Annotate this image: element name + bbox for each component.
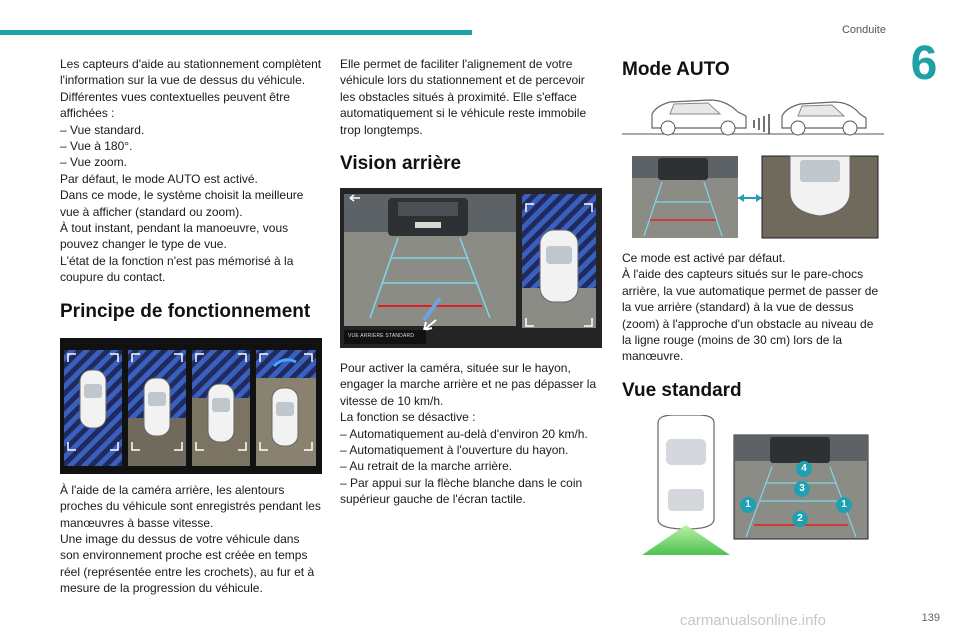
paragraph: À l'aide des capteurs situés sur le pare-chocs arrière, la vue automatique permet de passer de la vue arrière (standard) à la vue de dessus (zoom) à l'approche d'un obstacle au niveau de la ligne rouge (moins de 30 cm) lors de la manœuvre. [622,267,879,364]
list-item: – Par appui sur la flèche blanche dans le coin supérieur gauche de l'écran tactile. [340,475,583,507]
paragraph: Une image du dessus de votre véhicule dans son environnement proche est créée en temps réel (représentée entre les crochets), au fur et à mesure de la progression du véhicule. [60,531,315,596]
column-3 [622,56,884,555]
list-item: – Au retrait de la marche arrière. [340,459,513,474]
col1-intro [60,56,322,286]
col1-body [60,482,322,597]
heading-mode-auto: Mode AUTO [622,59,730,80]
watermark: carmanualsonline.info [680,612,826,629]
paragraph: À tout instant, pendant la manoeuvre, vous pouvez changer le type de vue. [60,221,289,252]
list-item: – Automatiquement à l'ouverture du hayon. [340,443,569,458]
paragraph: Pour activer la caméra, située sur le hayon, engager la marche arrière et ne pas dépasser la vitesse de 10 km/h. [340,361,597,408]
column-2 [340,56,602,508]
header-accent-bar [0,30,472,35]
list-item: – Automatiquement au-delà d'environ 20 km/h. [340,426,588,441]
panel-3 [192,350,250,466]
standard-view-figure [622,415,884,555]
paragraph: Elle permet de faciliter l'alignement de votre véhicule lors du stationnement et de percevoir les obstacles situés à proximité. Elle s'efface automatiquement si le véhicule reste immobile trop longtemps. [340,57,587,137]
panel-2 [128,350,186,466]
list-item: – Vue zoom. [60,155,127,170]
screen-mode-label: VUE ARRIERE STANDARD [348,333,415,340]
panel-4 [256,350,316,466]
chapter-number: 6 [910,37,938,90]
col3-body [622,250,884,365]
page-number: 139 [921,612,940,624]
marker-2: 2 [792,511,808,527]
principle-illustration [60,338,322,474]
heading-vision-arriere: Vision arrière [340,153,462,175]
col2-body [340,360,602,508]
heading-principe: Principe de fonctionnement [60,300,311,322]
section-name: Conduite [841,24,886,36]
paragraph: L'état de la fonction n'est pas mémorisé à la coupure du contact. [60,253,294,285]
paragraph: Dans ce mode, le système choisit la meilleure vue à afficher (standard ou zoom). [60,188,304,219]
cars-sensor-illustration [622,90,884,140]
paragraph: Par défaut, le mode AUTO est activé. [60,171,258,186]
paragraph: Ce mode est activé par défaut. [622,251,786,265]
paragraph: La fonction se désactive : [340,410,476,425]
rear-camera-illustration [340,188,602,348]
column-1 [60,56,322,597]
panel-1 [64,350,122,466]
paragraph: Les capteurs d'aide au stationnement complètent l'information sur la vue de dessus du véhicule. [60,57,322,88]
standard-view-illustration [622,415,884,555]
list-item: – Vue à 180°. [60,139,133,154]
marker-1-left: 1 [740,497,756,513]
rear-camera-screen [340,188,602,348]
list-item: – Vue standard. [60,122,145,137]
principle-figure [60,338,322,474]
marker-1-right: 1 [836,497,852,513]
paragraph: À l'aide de la caméra arrière, les alentours proches du véhicule sont enregistrés pendant les manœuvres à basse vitesse. [60,482,321,530]
heading-vue-standard: Vue standard [622,379,742,401]
marker-4: 4 [796,461,812,477]
paragraph: Différentes vues contextuelles peuvent être affichées : [60,89,290,121]
marker-3: 3 [794,481,810,497]
auto-mode-views [622,152,884,242]
